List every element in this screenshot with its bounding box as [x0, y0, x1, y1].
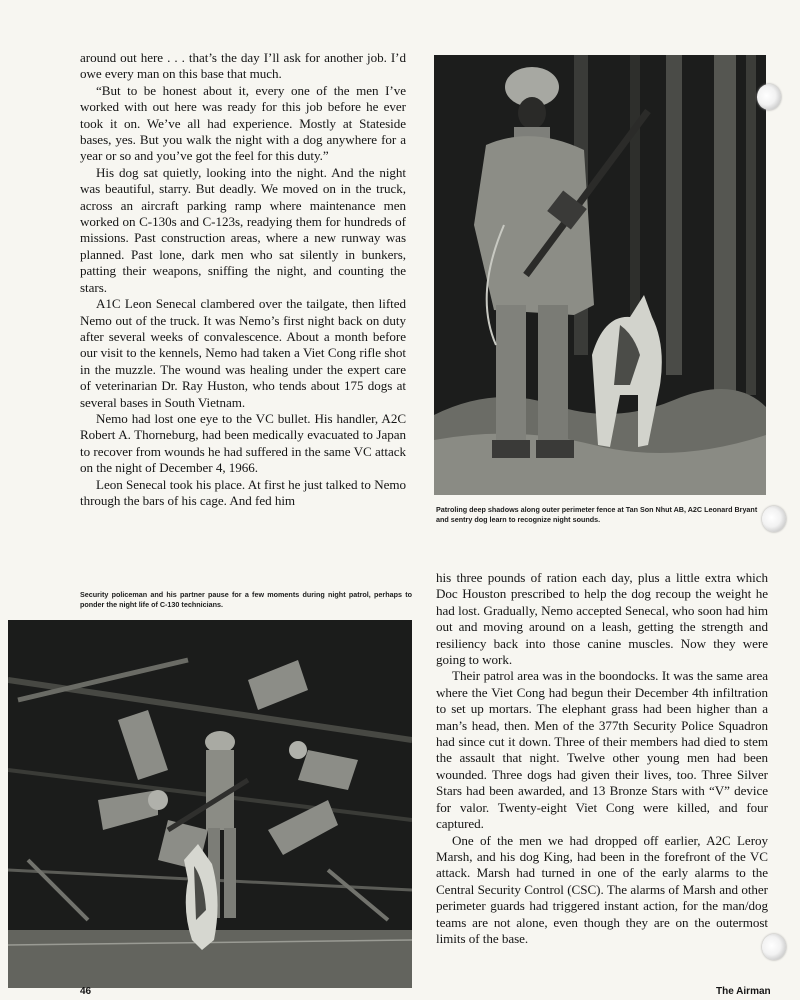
binder-ring-mark: [762, 934, 786, 960]
publication-name: The Airman: [716, 986, 771, 997]
article-column-right: [436, 570, 768, 947]
paragraph: Their patrol area was in the boondocks. It was the same area where the Viet Cong had begun their December 4th infiltration to set up mortars. The elephant grass had been higher than a man’s head, then. Men of the 377th Security Police Squadron had since cut it down. Three of their members had died to stem the assault that night. Twelve other young men had been wounded. Three dogs had given their lives, too. Three Silver Stars had been awarded, and 13 Bronze Stars with “V” device for valor. Twenty-eight Viet Cong were killed, and four captured.: [436, 668, 768, 832]
photo-caption-top: Patroling deep shadows along outer perimeter fence at Tan Son Nhut AB, A2C Leonard Bryant and sentry dog learn to recognize night sounds.: [436, 505, 758, 524]
paragraph: One of the men we had dropped off earlier, A2C Leroy Marsh, and his dog King, had been in the forefront of the VC attack. Marsh had turned in one of the early alarms to the Central Security Control (CSC). The alarms of Marsh and other perimeter guards had triggered instant action, for the man/dog teams are not alone, even though they are on the outermost limits of the base.: [436, 832, 768, 946]
binder-ring-mark: [762, 506, 786, 532]
binder-ring-mark: [757, 84, 781, 110]
paragraph: Nemo had lost one eye to the VC bullet. His handler, A2C Robert A. Thorneburg, had been medically evacuated to Japan to recover from wounds he had suffered in the same VC attack on the night of December 4, 1966.: [80, 410, 406, 476]
paragraph: “But to be honest about it, every one of the men I’ve worked with out here was ready for this job before he ever took it on. We’ve all had experience. Mostly at Stateside bases, yes. But you walk the night with a dog anywhere for a year or so and you’ve got the feel for this duty.”: [80, 82, 406, 164]
photo-aircraft-patrol-image: [8, 620, 412, 988]
photo-caption-bottom: Security policeman and his partner pause for a few moments during night patrol, perhaps to ponder the night life of C-130 technicians.: [80, 590, 412, 609]
photo-sentry-patrol-image: [434, 55, 766, 495]
paragraph: Leon Senecal took his place. At first he just talked to Nemo through the bars of his cage. And fed him: [80, 476, 406, 508]
page-number: 46: [80, 986, 92, 997]
article-column-left: [80, 50, 406, 509]
paragraph: His dog sat quietly, looking into the night. And the night was beautiful, starry. But deadly. We moved on in the truck, across an aircraft parking ramp where maintenance men worked on C-130s and C-123s, readying them for hundreds of missions. Past construction areas, where a new runway was planned. Past lone, dark men who sat silently in bunkers, patting their weapons, sniffing the night, and counting the stars.: [80, 164, 406, 295]
photo-aircraft-patrol: [8, 620, 412, 988]
photo-sentry-patrol: [434, 55, 766, 495]
paragraph: A1C Leon Senecal clambered over the tailgate, then lifted Nemo out of the truck. It was Nemo’s first night back on duty after several weeks of convalescence. About a month before our visit to the kennels, Nemo had taken a Viet Cong rifle shot in the muzzle. The wound was healing under the expert care of veterinarian Dr. Ray Huston, who tends about 175 dogs at several bases in South Vietnam.: [80, 296, 406, 410]
paragraph: around out here . . . that’s the day I’ll ask for another job. I’d owe every man on this base that much.: [80, 50, 406, 82]
paragraph: his three pounds of ration each day, plus a little extra which Doc Houston prescribed to help the dog recoup the weight he had lost. Gradually, Nemo accepted Senecal, who soon had him out and moving around on a leash, getting the strength and resiliency back into those canine muscles. Now they were going to work.: [436, 570, 768, 668]
